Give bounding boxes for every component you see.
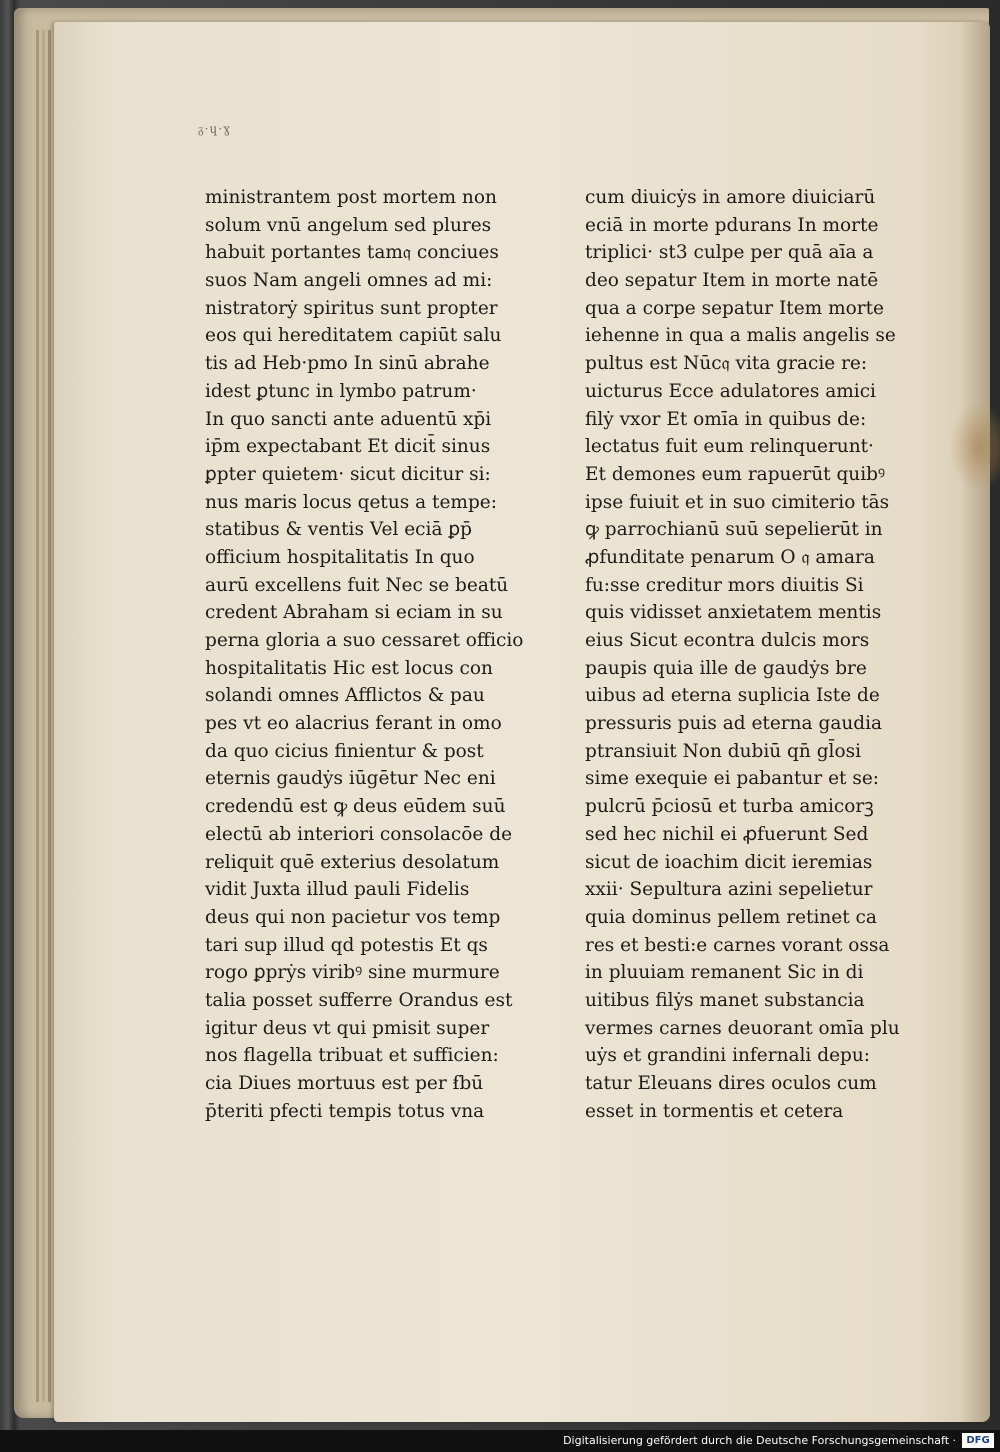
text-line: ꝙ parrochianū suū sepelierūt in (585, 519, 883, 541)
footer-bar (0, 1430, 1000, 1452)
text-line: filẏ vxor Et omīa in quibus de: (585, 408, 867, 430)
text-line: pes vt eo alacrius ferant in omo (205, 713, 502, 735)
paper-stain (949, 402, 1000, 492)
text-line: ip̄m expectabant Et dicit̄ sinus (205, 436, 491, 458)
text-line: credent Abraham si eciam in su (205, 602, 503, 624)
page-edge (36, 30, 39, 1402)
gutter-shadow (960, 22, 990, 1422)
text-line: pulcrū p̄ciosū et turba amicorꝫ (585, 796, 874, 818)
text-line: da quo cicius finientur & post (205, 740, 484, 762)
text-line: nistratorẏ spiritus sunt propter (205, 297, 498, 319)
text-line: ministrantem post mortem non (205, 187, 497, 208)
text-line: eciā in morte pdurans In morte (585, 214, 879, 236)
text-line: vidit Juxta illud pauli Fidelis (205, 879, 470, 901)
text-line: suos Nam angeli omnes ad mi: (205, 270, 493, 292)
text-line: uẏs et grandini infernali depu: (585, 1045, 871, 1067)
text-line: fu:sse creditur mors diuitis Si (585, 574, 864, 596)
text-line: res et besti:e carnes vorant ossa (585, 934, 890, 956)
text-line: ꝑpter quietem· sicut dicitur si: (205, 463, 491, 485)
text-line: triplici· st3 culpe per quā aīa a (585, 242, 874, 264)
text-line: tis ad Heb·pmo In sinū abrahe (205, 353, 490, 375)
text-line: electū ab interiori consolacōe de (205, 823, 513, 845)
text-line: nus maris locus qetus a tempe: (205, 491, 497, 513)
text-line: in pluuiam remanent Sic in di (585, 962, 864, 984)
text-line: p̄teriti pfecti tempis totus vna (205, 1100, 485, 1122)
text-column-right (585, 184, 907, 1125)
dfg-logo: DFG (962, 1433, 994, 1448)
text-line: habuit portantes tam𝔮 conciues (205, 242, 499, 264)
footer-credit: Digitalisierung gefördert durch die Deutsche Forschungsgemeinschaft · (563, 1434, 956, 1447)
text-line: nos flagella tribuat et sufficien: (205, 1045, 499, 1067)
text-line: quia dominus pellem retinet ca (585, 906, 877, 928)
text-line: lectatus fuit eum relinquerunt· (585, 436, 874, 458)
text-line: uibus ad eterna suplicia Iste de (585, 685, 880, 707)
text-line: In quo sancti ante aduentū xp̄i (205, 408, 492, 430)
text-line: cia Diues mortuus est per ẜbū (205, 1073, 484, 1094)
text-line: talia posset sufferre Orandus est (205, 989, 513, 1011)
text-line: esset in tormentis et cetera (585, 1100, 844, 1122)
text-line: deo sepatur Item in morte natē (585, 270, 879, 292)
text-line: statibus & ventis Vel eciā ꝑp̄ (205, 519, 472, 541)
text-line: iehenne in qua a malis angelis se (585, 325, 896, 347)
text-line: eius Sicut econtra dulcis mors (585, 630, 870, 651)
text-line: pultus est Nūc𝔮 vita gracie re: (585, 353, 868, 375)
text-line: credendū est ꝙ deus eūdem suū (205, 796, 506, 818)
text-line: hospitalitatis Hic est locus con (205, 657, 493, 679)
text-line: ipse fuiuit et in suo cimiterio tās (585, 491, 890, 513)
text-line: pressuris puis ad eterna gaudia (585, 713, 883, 735)
text-line: tari sup illud qd potestis Et qs (205, 934, 488, 956)
text-line: igitur deus vt qui pmisit super (205, 1017, 490, 1039)
text-line: paupis quia ille de gaudẏs bre (585, 657, 867, 679)
text-line: rogo ꝑprẏs viribꝰ sine murmure (205, 962, 500, 984)
signature-mark: ᵹ·ɥ·ɣ (198, 122, 232, 136)
text-line: cum diuicẏs in amore diuiciarū (585, 187, 876, 208)
text-line: eos qui hereditatem capiūt salu (205, 325, 502, 347)
page-edge (42, 30, 45, 1402)
text-line: sed hec nichil ei ꝓfuerunt Sed (585, 823, 869, 845)
text-line: qua a corpe sepatur Item morte (585, 297, 884, 319)
text-line: xxii· Sepultura azini sepelietur (585, 879, 873, 901)
text-line: deus qui non pacietur vos temp (205, 906, 501, 928)
text-line: perna gloria a suo cessaret officio (205, 630, 524, 651)
text-line: ꝓfunditate penarum O 𝔮 amara (585, 546, 875, 568)
text-line: Et demones eum rapuerūt quibꝰ (585, 463, 886, 485)
text-line: vermes carnes deuorant omīa plu (585, 1017, 900, 1039)
text-line: ptransiuit Non dubiū qn̄ gl̄osi (585, 740, 862, 762)
text-line: quis vidisset anxietatem mentis (585, 602, 882, 624)
page-edge (48, 30, 51, 1402)
text-column-left (205, 184, 525, 1125)
text-line: uitibus filẏs manet substancia (585, 989, 865, 1011)
text-line: idest ꝑtunc in lymbo patrum· (205, 380, 477, 402)
text-line: reliquit quē exterius desolatum (205, 851, 500, 873)
text-line: uicturus Ecce adulatores amici (585, 380, 876, 402)
text-line: sime exequie ei pabantur et se: (585, 768, 880, 790)
text-line: eternis gaudẏs iūgētur Nec eni (205, 768, 496, 790)
text-line: aurū excellens fuit Nec se beatū (205, 574, 509, 596)
text-line: solum vnū angelum sed plures (205, 214, 492, 236)
text-line: tatur Eleuans dires oculos cum (585, 1073, 877, 1094)
text-line: solandi omnes Afflictos & pau (205, 685, 485, 707)
text-line: sicut de ioachim dicit ieremias (585, 851, 873, 873)
text-line: officium hospitalitatis In quo (205, 546, 475, 568)
